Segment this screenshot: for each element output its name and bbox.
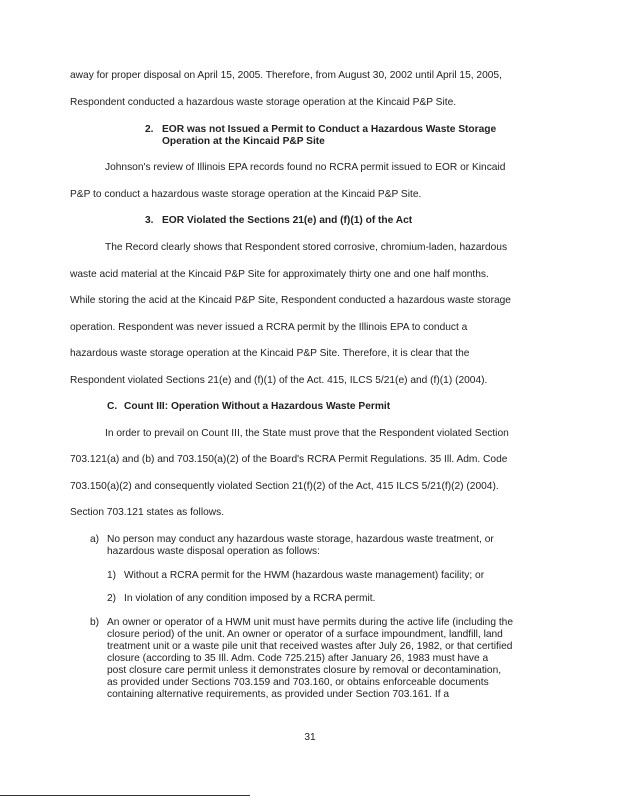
paragraph-line: 703.150(a)(2) and consequently violated Section 21(f)(2) of the Act, 415 ILCS 5/21(f)(2) (2004). bbox=[70, 481, 499, 492]
section-number: C. bbox=[107, 401, 118, 412]
quote-line: An owner or operator of a HWM unit must have permits during the active life (including the bbox=[107, 617, 513, 628]
list-marker: a) bbox=[90, 534, 100, 545]
paragraph-line: P&P to conduct a hazardous waste storage operation at the Kincaid P&P Site. bbox=[70, 189, 422, 200]
paragraph-line: waste acid material at the Kincaid P&P Site for approximately thirty one and one half months. bbox=[70, 269, 489, 280]
page-number: 31 bbox=[304, 732, 316, 743]
quote-line: containing alternative requirements, as provided under Section 703.161. If a bbox=[107, 689, 450, 700]
list-item: In violation of any condition imposed by a RCRA permit. bbox=[124, 593, 376, 604]
paragraph-line: away for proper disposal on April 15, 2005. Therefore, from August 30, 2002 until April 15, 2005, bbox=[70, 70, 502, 81]
quote-line: treatment unit or a waste pile unit that received wastes after July 26, 1982, or that certified bbox=[107, 641, 513, 652]
paragraph-line: Section 703.121 states as follows. bbox=[70, 507, 225, 518]
paragraph-line: hazardous waste storage operation at the Kincaid P&P Site. Therefore, it is clear that the bbox=[70, 348, 470, 359]
section-number: 3. bbox=[145, 215, 154, 226]
paragraph-line: Respondent violated Sections 21(e) and (f)(1) of the Act. 415, ILCS 5/21(e) and (f)(1) (2004). bbox=[70, 375, 488, 386]
section-heading: Operation at the Kincaid P&P Site bbox=[162, 136, 325, 147]
section-number: 2. bbox=[145, 124, 154, 135]
list-marker: 2) bbox=[107, 593, 117, 604]
quote-line: closure period) of the unit. An owner or operator of a surface impoundment, landfill, land bbox=[107, 629, 503, 640]
quote-line: post closure care permit unless it demonstrates closure by removal or decontamination, bbox=[107, 665, 502, 676]
list-item: Without a RCRA permit for the HWM (hazardous waste management) facility; or bbox=[124, 570, 485, 581]
list-marker: 1) bbox=[107, 570, 117, 581]
paragraph-line: operation. Respondent was never issued a RCRA permit by the Illinois EPA to conduct a bbox=[70, 322, 468, 333]
section-heading: EOR was not Issued a Permit to Conduct a Hazardous Waste Storage bbox=[162, 124, 497, 135]
paragraph-line: While storing the acid at the Kincaid P&P Site, Respondent conducted a hazardous waste storage bbox=[70, 295, 511, 306]
quote-line: hazardous waste disposal operation as follows: bbox=[107, 546, 320, 557]
section-heading: Count III: Operation Without a Hazardous Waste Permit bbox=[124, 401, 391, 412]
quote-line: as provided under Sections 703.159 and 703.160, or obtains enforceable documents bbox=[107, 677, 489, 688]
paragraph-line: The Record clearly shows that Respondent stored corrosive, chromium-laden, hazardous bbox=[105, 242, 508, 253]
list-marker: b) bbox=[90, 617, 100, 628]
paragraph-line: Respondent conducted a hazardous waste storage operation at the Kincaid P&P Site. bbox=[70, 97, 457, 108]
quote-line: closure (according to 35 Ill. Adm. Code 725.215) after January 26, 1983 must have a bbox=[107, 653, 489, 664]
paragraph-line: Johnson's review of Illinois EPA records found no RCRA permit issued to EOR or Kincaid bbox=[105, 162, 506, 173]
section-heading: EOR Violated the Sections 21(e) and (f)(1) of the Act bbox=[162, 215, 413, 226]
quote-line: No person may conduct any hazardous waste storage, hazardous waste treatment, or bbox=[107, 534, 494, 545]
paragraph-line: In order to prevail on Count III, the State must prove that the Respondent violated Section bbox=[105, 428, 509, 439]
footer-rule bbox=[0, 795, 250, 796]
paragraph-line: 703.121(a) and (b) and 703.150(a)(2) of the Board's RCRA Permit Regulations. 35 Ill. Adm. Code bbox=[70, 454, 508, 465]
